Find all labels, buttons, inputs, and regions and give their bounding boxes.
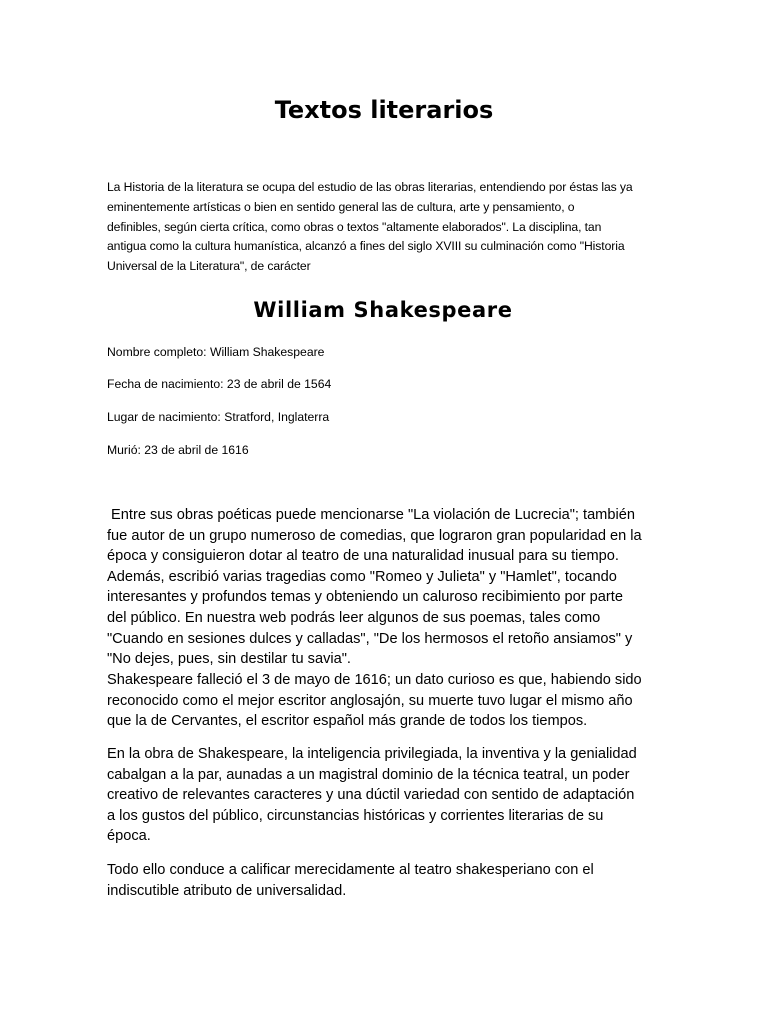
fact-birth-place: Lugar de nacimiento: Stratford, Inglaterra	[107, 410, 330, 424]
fact-full-name: Nombre completo: William Shakespeare	[107, 345, 325, 359]
page-title: Textos literarios	[274, 96, 494, 124]
legacy-paragraph	[107, 744, 663, 847]
body-line: del público. En nuestra web podrás leer algunos de sus poemas, tales como	[107, 609, 601, 626]
conclusion-paragraph	[107, 860, 663, 901]
death-paragraph	[107, 670, 663, 732]
body-line: interesantes y profundos temas y obteniendo un caluroso recibimiento por parte	[107, 589, 623, 606]
fact-birth-date: Fecha de nacimiento: 23 de abril de 1564	[107, 377, 332, 391]
body-line: Todo ello conduce a calificar merecidamente al teatro shakesperiano con el	[107, 862, 594, 878]
body-line: indiscutible atributo de universalidad.	[107, 882, 347, 899]
intro-line: La Historia de la literatura se ocupa del estudio de las obras literarias, entendiendo por éstas las ya	[107, 180, 633, 194]
body-line: Entre sus obras poéticas puede mencionarse "La violación de Lucrecia"; también	[107, 507, 635, 523]
intro-line: Universal de la Literatura", de carácter	[107, 259, 311, 274]
body-line: En la obra de Shakespeare, la inteligencia privilegiada, la inventiva y la genialidad	[107, 746, 637, 762]
section-title: William Shakespeare	[253, 298, 513, 322]
body-line: reconocido como el mejor escritor anglosajón, su muerte tuvo lugar el mismo año	[107, 692, 633, 709]
body-line: a los gustos del público, circunstancias históricas y corrientes literarias de su	[107, 807, 604, 824]
body-line: "Cuando en sesiones dulces y calladas", "De los hermosos el retoño ansiamos" y	[107, 630, 633, 647]
body-line: fue autor de un grupo numeroso de comedias, que lograron gran popularidad en la	[107, 527, 642, 544]
intro-line: antigua como la cultura humanística, alcanzó a fines del siglo XVIII su culminación como "Historia	[107, 239, 625, 254]
intro-line: eminentemente artísticas o bien en sentido general las de cultura, arte y pensamiento, o	[107, 199, 575, 214]
works-paragraph	[107, 505, 663, 670]
body-line: que la de Cervantes, el escritor español más grande de todos los tiempos.	[107, 713, 588, 730]
body-line: creativo de relevantes caracteres y una dúctil variedad con sentido de adaptación	[107, 787, 635, 804]
body-line: Shakespeare falleció el 3 de mayo de 1616; un dato curioso es que, habiendo sido	[107, 672, 642, 688]
body-line: cabalgan a la par, aunadas a un magistral dominio de la técnica teatral, un poder	[107, 766, 630, 783]
body-line: "No dejes, pues, sin destilar tu savia".	[107, 651, 351, 668]
fact-death-date: Murió: 23 de abril de 1616	[107, 443, 249, 457]
body-line: época y consiguieron dotar al teatro de una naturalidad inusual para su tiempo.	[107, 548, 619, 565]
intro-line: definibles, según cierta crítica, como obras o textos "altamente elaborados". La disciplina, tan	[107, 219, 602, 234]
intro-paragraph	[107, 178, 667, 277]
body-line: época.	[107, 828, 151, 845]
body-line: Además, escribió varias tragedias como "Romeo y Julieta" y "Hamlet", tocando	[107, 568, 617, 585]
